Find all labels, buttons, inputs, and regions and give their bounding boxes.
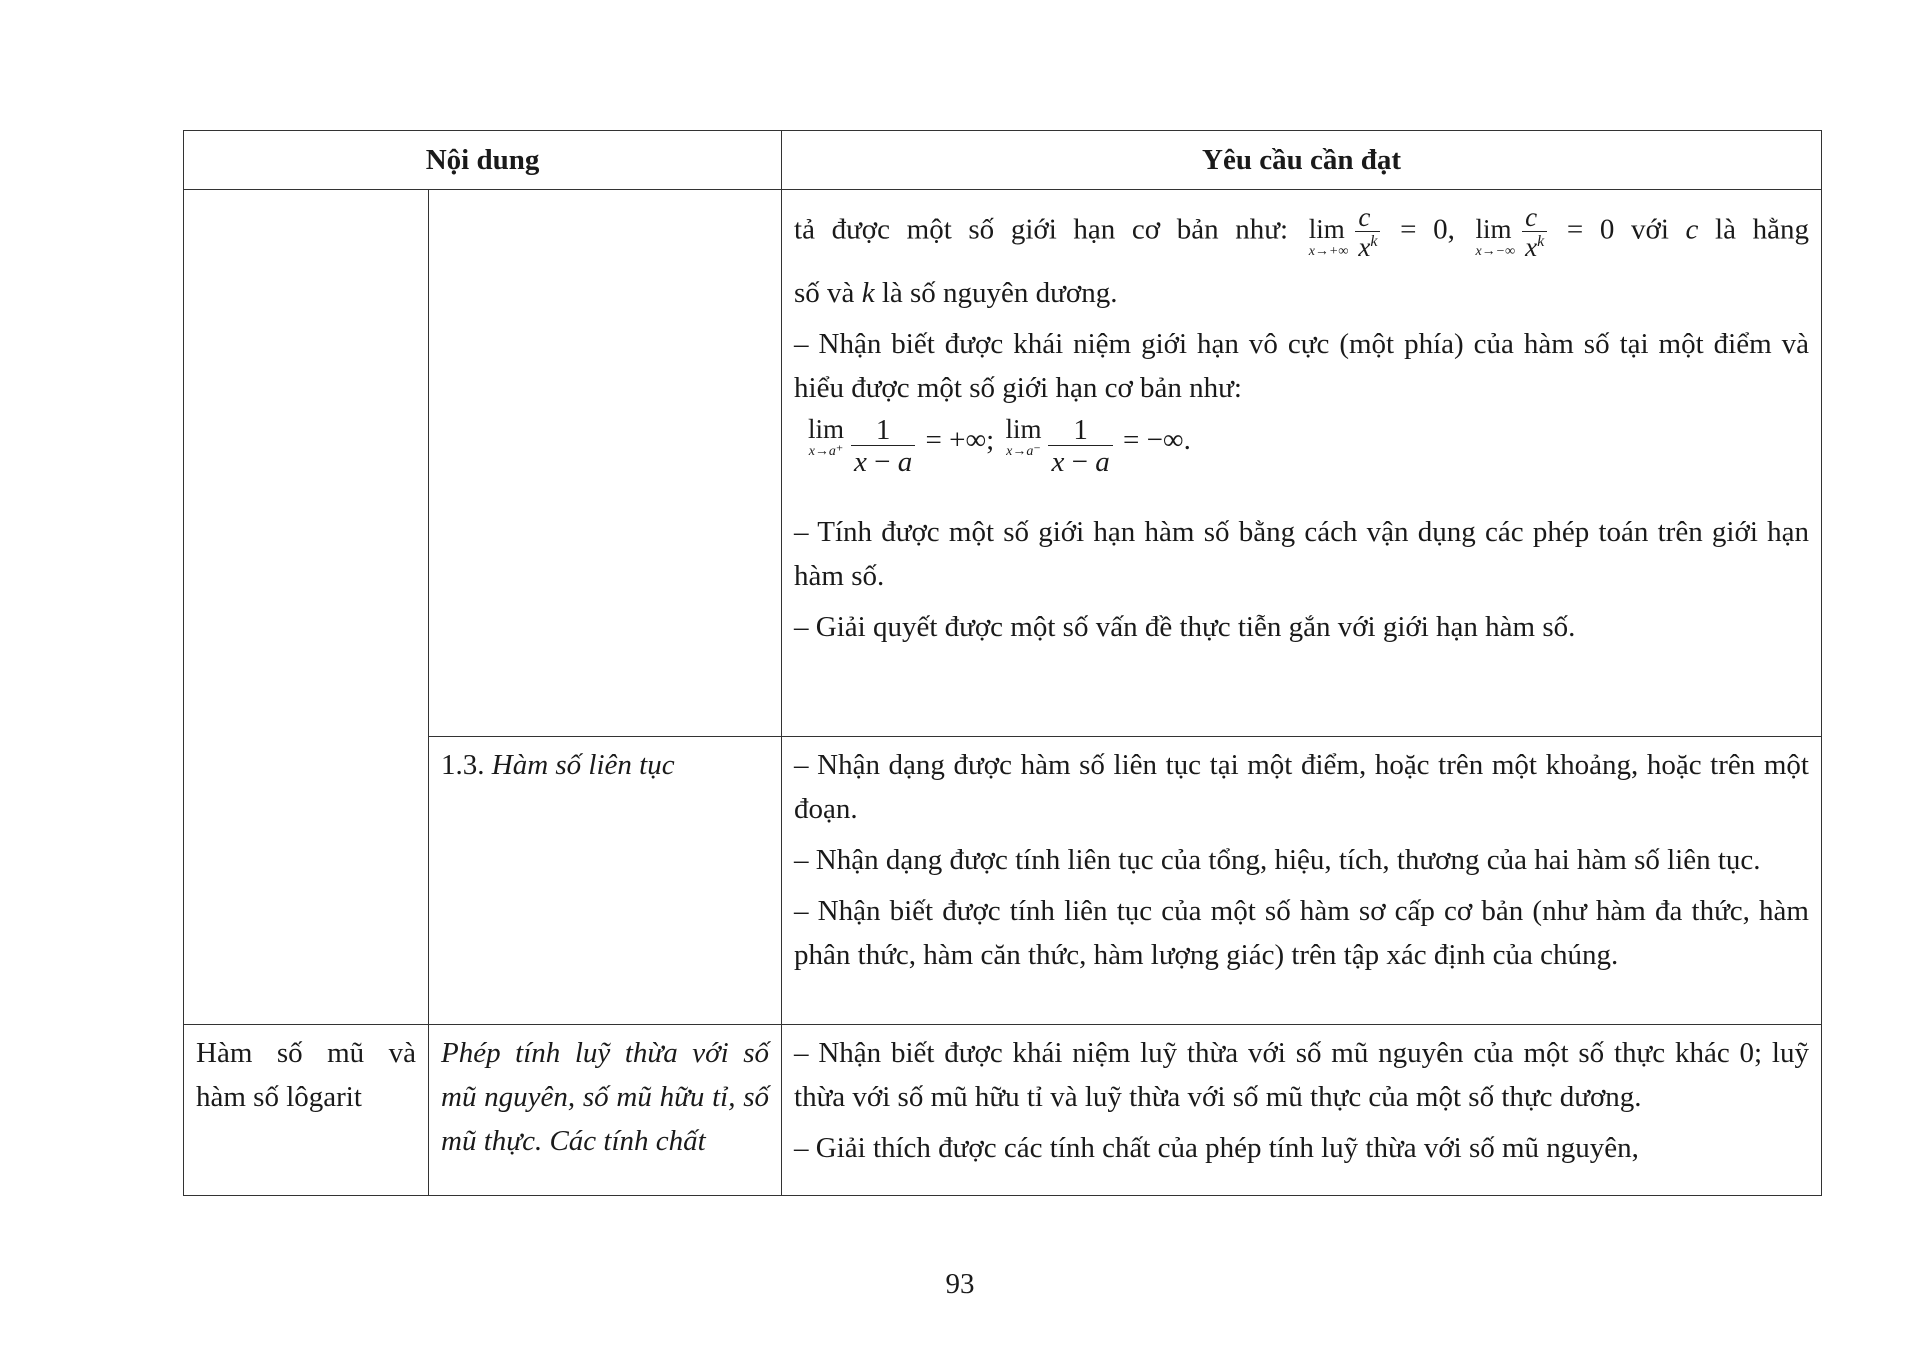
requirements-cell-continuity <box>782 736 1822 1025</box>
continuity-bullet-3: – Nhận biết được tính liên tục của một số hàm sơ cấp cơ bản (như hàm đa thức, hàm phân thức, hàm căn thức, hàm lượng giác) trên tập xác định của chúng. <box>794 894 1809 971</box>
topic-exponential-log: Hàm số mũ và hàm số lôgarit <box>184 1025 429 1196</box>
page-number: 93 <box>945 1268 975 1300</box>
powers-bullet-1: – Nhận biết được khái niệm luỹ thừa với số mũ nguyên của một số thực khác 0; luỹ thừa với số mũ hữu tỉ và luỹ thừa với số mũ thực của một số thực dương. <box>794 1037 1809 1114</box>
curriculum-table <box>183 130 1822 1196</box>
continuity-bullet-1: – Nhận dạng được hàm số liên tục tại một điểm, hoặc trên một khoảng, hoặc trên một đoạn. <box>794 748 1809 825</box>
bullet-infinite-limit: – Nhận biết được khái niệm giới hạn vô cực (một phía) của hàm số tại một điểm và hiểu được một số giới hạn cơ bản như: <box>794 328 1809 404</box>
requirements-cell-powers <box>782 1025 1822 1196</box>
powers-bullet-2: – Giải thích được các tính chất của phép tính luỹ thừa với số mũ nguyên, <box>794 1132 1639 1165</box>
header-noi-dung: Nội dung <box>184 131 782 190</box>
fraction-c-over-xk: $\frac{c}{x^k}$ <box>1355 204 1380 261</box>
lim-pos-inf: lim x→+∞ <box>1308 213 1349 259</box>
lim-neg-inf: lim x→−∞ <box>1475 213 1516 259</box>
bullet-solve-problems: – Giải quyết được một số vấn đề thực tiễn gắn với giới hạn hàm số. <box>794 611 1576 643</box>
table-row-continuity <box>184 736 1822 1025</box>
header-row <box>184 131 1822 190</box>
header-yeu-cau: Yêu cầu cần đạt <box>782 131 1822 190</box>
continuity-bullet-2: – Nhận dạng được tính liên tục của tổng, hiệu, tích, thương của hai hàm số liên tục. <box>794 843 1761 876</box>
requirements-cell-limits <box>782 190 1822 737</box>
table-row-exponential <box>184 1025 1822 1196</box>
subtopic-continuity: 1.3. Hàm số liên tục <box>429 736 782 1025</box>
basic-limits-line: tả được một số giới hạn cơ bản như: lim x→+∞ $\frac{c}{x^k}$ = 0, lim x→−∞ $\frac{c}{x^k}$ = 0 với c là hằng <box>794 202 1809 262</box>
bullet-compute-limits: – Tính được một số giới hạn hàm số bằng cách vận dụng các phép toán trên giới hạn hàm số. <box>794 516 1809 592</box>
topic-cell-empty <box>184 190 429 1025</box>
one-sided-limits-formula: lim x→a⁺ $\frac{1}{x - a}$ = +∞; lim x→a⁻ $\frac{1}{x - a}$ = −∞. <box>808 414 1191 478</box>
table-row-limits <box>184 190 1822 737</box>
fraction-c-over-xk-2: $\frac{c}{x^k}$ <box>1522 204 1547 261</box>
subtopic-cell-empty <box>429 190 782 737</box>
subtopic-powers: Phép tính luỹ thừa với số mũ nguyên, số mũ hữu tỉ, số mũ thực. Các tính chất <box>429 1025 782 1196</box>
positive-integer-line: số và k là số nguyên dương. <box>794 277 1118 309</box>
